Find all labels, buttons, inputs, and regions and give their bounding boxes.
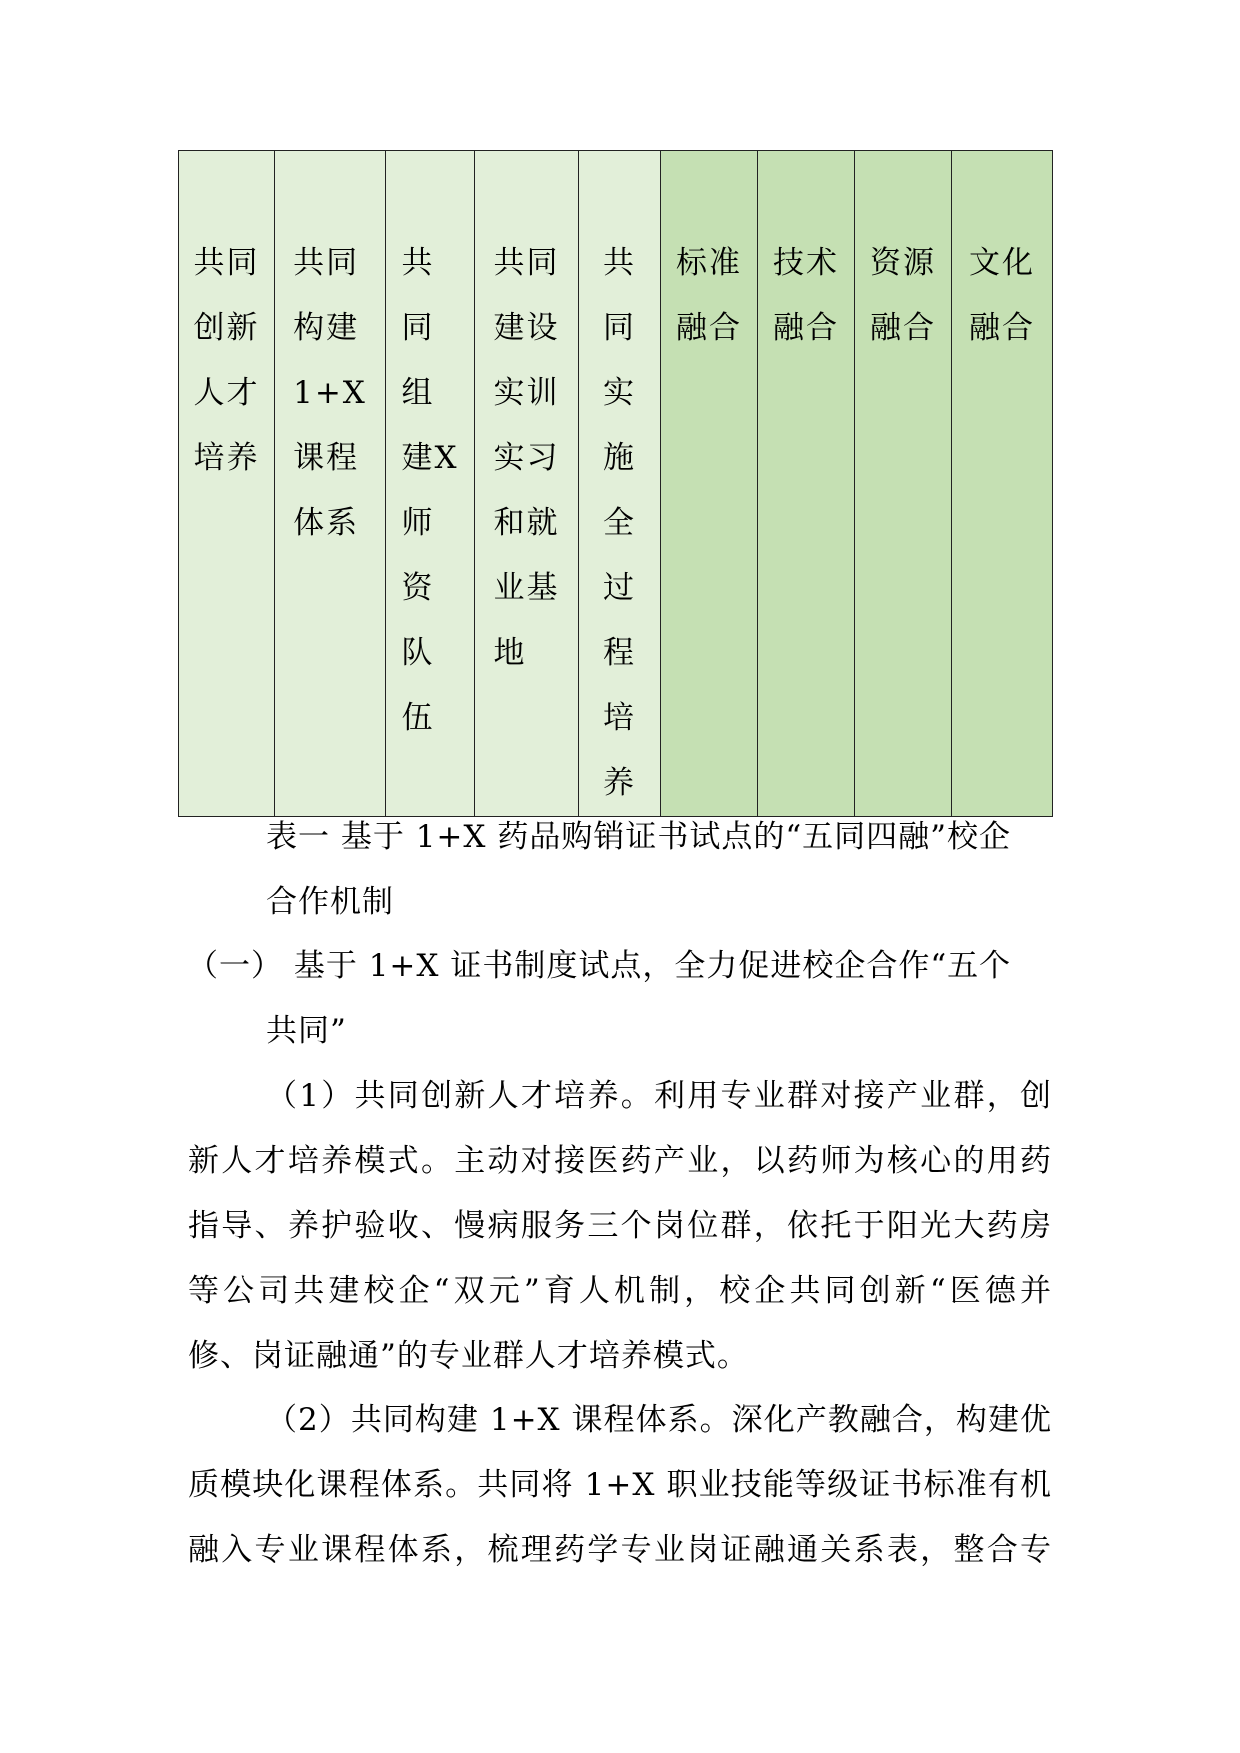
cell-text: 共同 建设 实训 实习 和就 业基 地 <box>493 245 560 671</box>
paragraph-2-line-3: 融入专业课程体系，梳理药学专业岗证融通关系表，整合专 <box>188 1532 1052 1568</box>
cell-text: 共 同 组 建X 师 资 队 伍 <box>401 245 459 736</box>
table-caption-line-1: 表一 基于 1+X 药品购销证书试点的“五同四融”校企 <box>266 819 1012 855</box>
paragraph-1-line-4: 等公司共建校企“双元”育人机制，校企共同创新“医德并 <box>188 1273 1052 1309</box>
paragraph-1-line-2: 新人才培养模式。主动对接医药产业，以药师为核心的用药 <box>188 1143 1052 1179</box>
table-cell-bases <box>475 151 579 817</box>
paragraph-1-line-5: 修、岗证融通”的专业群人才培养模式。 <box>188 1338 749 1374</box>
table-cell-technology-fusion <box>758 151 855 817</box>
cell-text: 资源 融合 <box>870 245 936 346</box>
table-cell-teachers <box>386 151 475 817</box>
cell-text: 技术 融合 <box>773 245 839 346</box>
paragraph-1-line-1: （1）共同创新人才培养。利用专业群对接产业群，创 <box>266 1078 1052 1114</box>
cell-text: 标准 融合 <box>676 245 742 346</box>
table-cell-standard-fusion <box>661 151 758 817</box>
cell-text: 文化 融合 <box>969 245 1035 346</box>
table-cell-curriculum <box>275 151 386 817</box>
table-caption-line-2: 合作机制 <box>266 884 394 920</box>
paragraph-2-line-1: （2）共同构建 1+X 课程体系。深化产教融合，构建优 <box>266 1402 1052 1438</box>
cell-text: 共同 创新 人才 培养 <box>193 245 260 476</box>
table-cell-resource-fusion <box>855 151 952 817</box>
table-cell-talent-training <box>179 151 275 817</box>
table-cell-whole-process <box>579 151 661 817</box>
table-cell-culture-fusion <box>952 151 1053 817</box>
cell-text: 共 同 实 施 全 过 程 培 养 <box>603 245 636 801</box>
section-heading-line-1: （一） 基于 1+X 证书制度试点，全力促进校企合作“五个 <box>187 948 1012 984</box>
section-heading-line-2: 共同” <box>266 1013 347 1049</box>
paragraph-1-line-3: 指导、养护验收、慢病服务三个岗位群，依托于阳光大药房 <box>188 1208 1052 1244</box>
cell-text: 共同 构建 1+X 课程 体系 <box>293 245 367 541</box>
mechanism-table <box>178 150 1053 817</box>
paragraph-2-line-2: 质模块化课程体系。共同将 1+X 职业技能等级证书标准有机 <box>188 1467 1052 1503</box>
